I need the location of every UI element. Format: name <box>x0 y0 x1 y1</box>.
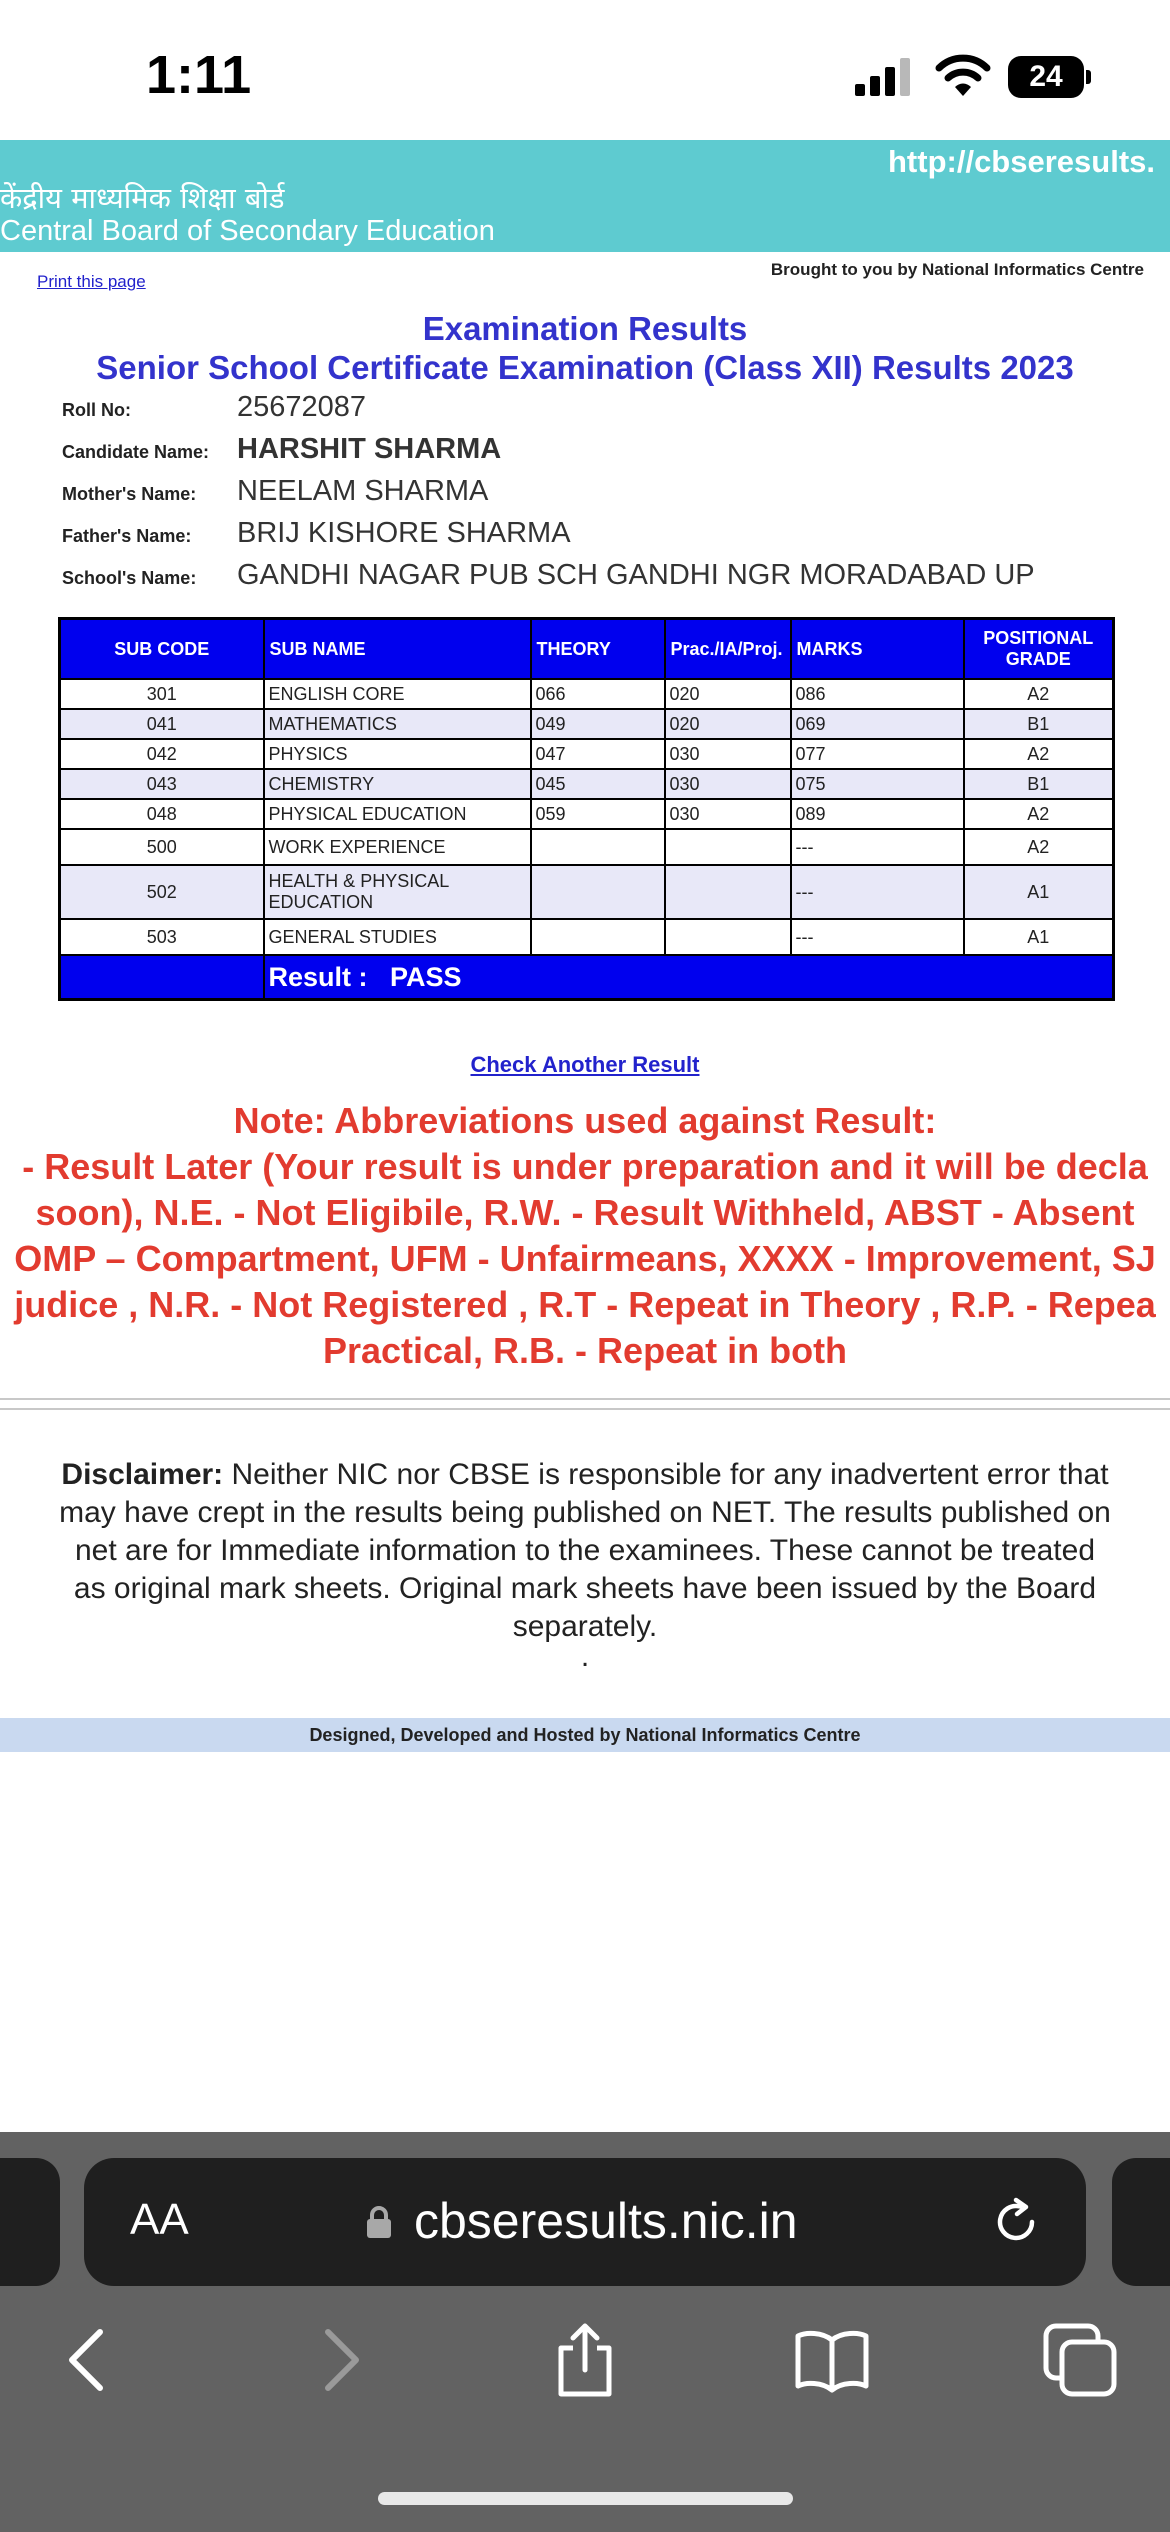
marks-cell: 069 <box>791 709 964 739</box>
candidate-name-value: HARSHIT SHARMA <box>237 433 502 465</box>
roll-label: Roll No: <box>62 400 131 420</box>
theory-cell: 049 <box>531 709 665 739</box>
status-time: 1:11 <box>146 45 252 105</box>
father-name-label: Father's Name: <box>62 526 192 546</box>
table-row <box>60 865 1114 919</box>
sub-code-cell: 503 <box>60 919 264 955</box>
sub-name-cell: PHYSICS <box>264 739 531 769</box>
header-theory: THEORY <box>531 619 665 680</box>
grade-cell: B1 <box>964 769 1114 799</box>
sub-name-cell: WORK EXPERIENCE <box>264 829 531 865</box>
sub-name-cell: PHYSICAL EDUCATION <box>264 799 531 829</box>
marks-cell: 089 <box>791 799 964 829</box>
check-another-result-link[interactable]: Check Another Result <box>470 1052 700 1077</box>
home-indicator <box>378 2492 793 2505</box>
father-name-value: BRIJ KISHORE SHARMA <box>237 517 571 549</box>
header-sub-name: SUB NAME <box>264 619 531 680</box>
grade-cell: A2 <box>964 679 1114 709</box>
note-line: - Result Later (Your result is under preparation and it will be decla <box>22 1146 1148 1187</box>
disclaimer-label: Disclaimer: <box>61 1458 224 1491</box>
theory-cell: 047 <box>531 739 665 769</box>
disclaimer <box>55 1456 1115 1646</box>
practical-cell <box>665 829 791 865</box>
table-row <box>60 709 1114 739</box>
mother-name-value: NEELAM SHARMA <box>237 475 489 507</box>
school-name-value: GANDHI NAGAR PUB SCH GANDHI NGR MORADABAD UP <box>237 559 1035 591</box>
sub-code-cell: 500 <box>60 829 264 865</box>
result-empty-cell <box>60 955 264 1000</box>
note-line: judice , N.R. - Not Registered , R.T - Repeat in Theory , R.P. - Repea <box>14 1284 1156 1325</box>
sub-code-cell: 048 <box>60 799 264 829</box>
share-icon[interactable] <box>545 2320 625 2400</box>
exam-subtitle: Senior School Certificate Examination (Class XII) Results 2023 <box>96 349 1074 386</box>
previous-tab[interactable] <box>0 2158 60 2286</box>
wifi-icon <box>935 52 991 98</box>
forward-icon[interactable] <box>300 2320 380 2400</box>
result-row <box>60 955 1114 1000</box>
header-positional-grade: POSITIONAL GRADE <box>964 619 1114 680</box>
bookmarks-icon[interactable] <box>792 2320 872 2400</box>
sub-code-cell: 502 <box>60 865 264 919</box>
table-header-row <box>60 619 1114 680</box>
grade-cell: A2 <box>964 799 1114 829</box>
divider <box>0 1398 1170 1410</box>
result-cell <box>264 955 1114 1000</box>
mother-name-label: Mother's Name: <box>62 484 197 504</box>
grade-cell: A2 <box>964 739 1114 769</box>
brought-by-text: Brought to you by National Informatics Centre <box>770 260 1144 279</box>
header-sub-code: SUB CODE <box>60 619 264 680</box>
marks-cell: --- <box>791 865 964 919</box>
print-page-link[interactable]: Print this page <box>37 272 146 291</box>
marks-cell: --- <box>791 829 964 865</box>
cbse-banner <box>0 140 1170 252</box>
candidate-name-label: Candidate Name: <box>62 442 210 462</box>
sub-name-cell: MATHEMATICS <box>264 709 531 739</box>
practical-cell: 020 <box>665 679 791 709</box>
disclaimer-text: Neither NIC nor CBSE is responsible for any inadvertent error that may have crept in the results being published on NET. The results published on net are for Immediate information to the examinees. These cannot be treated as original mark sheets. Original mark sheets have been issued by the Board separately. <box>59 1458 1111 1643</box>
page-title: Examination Results <box>422 310 748 347</box>
cellular-signal-icon <box>855 56 915 96</box>
practical-cell <box>665 865 791 919</box>
table-row <box>60 679 1114 709</box>
theory-cell <box>531 919 665 955</box>
banner-hindi-name: केंद्रीय माध्यमिक शिक्षा बोर्ड <box>0 181 285 215</box>
battery-level: 24 <box>1008 56 1084 98</box>
note-line: Practical, R.B. - Repeat in both <box>322 1330 848 1371</box>
grade-cell: B1 <box>964 709 1114 739</box>
theory-cell <box>531 829 665 865</box>
school-name-label: School's Name: <box>62 568 197 588</box>
table-row <box>60 829 1114 865</box>
grade-cell: A1 <box>964 919 1114 955</box>
abbreviations-note <box>0 1098 1170 1374</box>
back-icon[interactable] <box>48 2320 128 2400</box>
marks-cell: --- <box>791 919 964 955</box>
grade-cell: A2 <box>964 829 1114 865</box>
header-practical: Prac./IA/Proj. <box>665 619 791 680</box>
banner-english-name: Central Board of Secondary Education <box>0 215 495 247</box>
sub-code-cell: 043 <box>60 769 264 799</box>
next-tab[interactable] <box>1112 2158 1170 2286</box>
reader-settings-button[interactable]: AA <box>130 2195 189 2244</box>
sub-code-cell: 301 <box>60 679 264 709</box>
sub-name-cell: ENGLISH CORE <box>264 679 531 709</box>
reload-icon[interactable] <box>990 2196 1042 2248</box>
practical-cell: 030 <box>665 739 791 769</box>
practical-cell <box>665 919 791 955</box>
note-line: OMP – Compartment, UFM - Unfairmeans, XXXX - Improvement, SJ <box>14 1238 1156 1279</box>
marks-cell: 075 <box>791 769 964 799</box>
theory-cell <box>531 865 665 919</box>
table-row <box>60 919 1114 955</box>
roll-value: 25672087 <box>237 391 367 423</box>
tabs-icon[interactable] <box>1040 2320 1120 2400</box>
battery-icon <box>1008 56 1092 98</box>
marks-cell: 086 <box>791 679 964 709</box>
sub-name-cell: CHEMISTRY <box>264 769 531 799</box>
result-label: Result : <box>268 961 368 992</box>
results-table <box>58 617 1115 1001</box>
practical-cell: 020 <box>665 709 791 739</box>
note-title: Note: Abbreviations used against Result: <box>233 1100 937 1141</box>
theory-cell: 045 <box>531 769 665 799</box>
theory-cell: 066 <box>531 679 665 709</box>
theory-cell: 059 <box>531 799 665 829</box>
sub-code-cell: 041 <box>60 709 264 739</box>
marks-cell: 077 <box>791 739 964 769</box>
header-marks: MARKS <box>791 619 964 680</box>
sub-code-cell: 042 <box>60 739 264 769</box>
practical-cell: 030 <box>665 799 791 829</box>
result-value: PASS <box>390 961 462 992</box>
table-row <box>60 739 1114 769</box>
lock-icon <box>366 2206 392 2238</box>
disclaimer-dot: . <box>580 1640 590 1673</box>
practical-cell: 030 <box>665 769 791 799</box>
url-text[interactable]: cbseresults.nic.in <box>414 2193 798 2249</box>
table-row <box>60 769 1114 799</box>
table-row <box>60 799 1114 829</box>
sub-name-cell: HEALTH & PHYSICAL EDUCATION <box>264 865 531 919</box>
banner-url: http://cbseresults. <box>888 144 1155 179</box>
sub-name-cell: GENERAL STUDIES <box>264 919 531 955</box>
footer: Designed, Developed and Hosted by National Informatics Centre <box>0 1718 1170 1752</box>
grade-cell: A1 <box>964 865 1114 919</box>
note-line: soon), N.E. - Not Eligibile, R.W. - Result Withheld, ABST - Absent <box>35 1192 1135 1233</box>
